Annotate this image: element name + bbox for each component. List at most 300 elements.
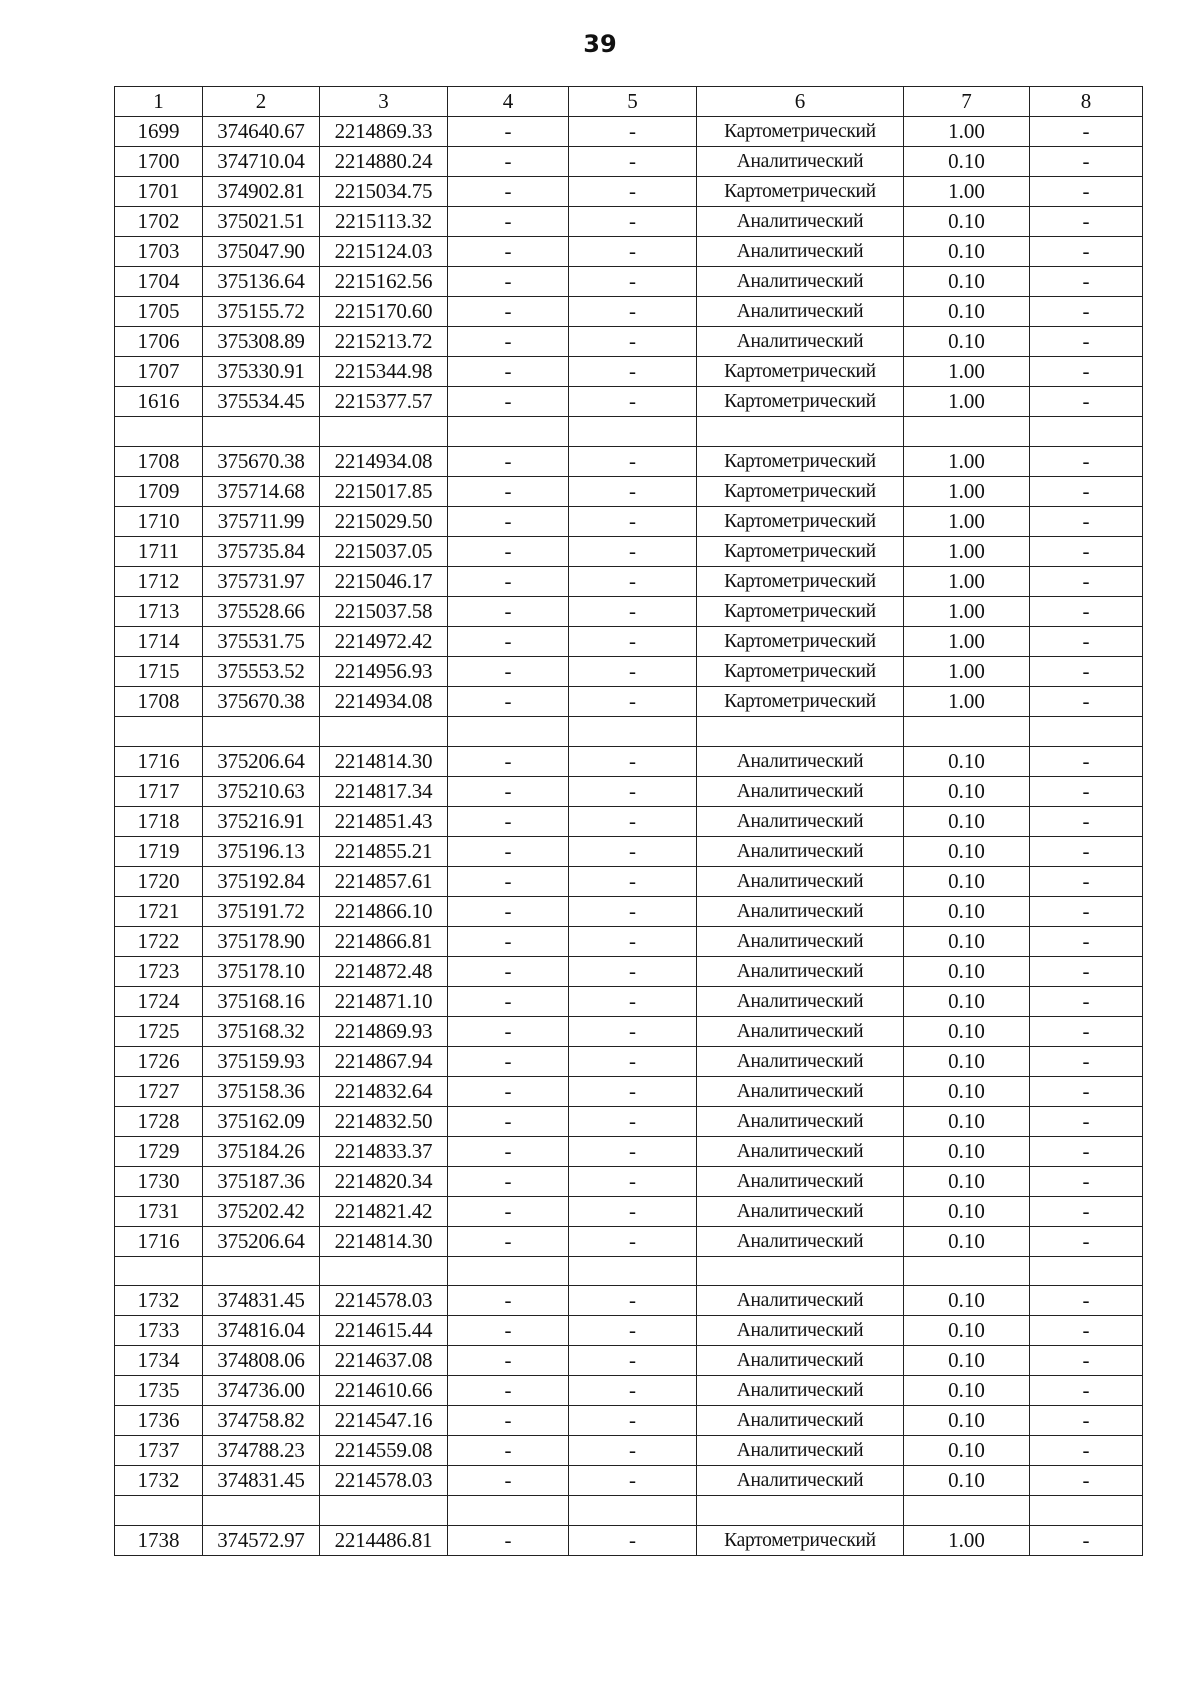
col4-cell: - [448,806,569,836]
col8-cell: - [1030,476,1143,506]
accuracy-cell: 0.10 [904,1376,1030,1406]
column-header: 2 [203,87,320,117]
method-cell: Аналитический [697,1286,904,1316]
x-coordinate-cell: 374808.06 [203,1346,320,1376]
method-cell: Аналитический [697,866,904,896]
x-coordinate-cell: 375192.84 [203,866,320,896]
col4-cell: - [448,1286,569,1316]
accuracy-cell: 1.00 [904,536,1030,566]
y-coordinate-cell: 2215037.05 [320,536,448,566]
col8-cell: - [1030,1226,1143,1256]
col4-cell: - [448,986,569,1016]
col4-cell: - [448,1106,569,1136]
point-number-cell: 1699 [115,117,203,147]
accuracy-cell: 0.10 [904,327,1030,357]
point-number-cell: 1716 [115,1226,203,1256]
accuracy-cell: 1.00 [904,446,1030,476]
y-coordinate-cell: 2214817.34 [320,776,448,806]
col5-cell: - [569,566,697,596]
x-coordinate-cell: 375528.66 [203,596,320,626]
col8-cell: - [1030,1046,1143,1076]
point-number-cell: 1716 [115,746,203,776]
col4-cell: - [448,1016,569,1046]
accuracy-cell: 0.10 [904,836,1030,866]
table-row [115,1376,1143,1406]
x-coordinate-cell: 374831.45 [203,1466,320,1496]
col8-cell: - [1030,1106,1143,1136]
col8-cell: - [1030,357,1143,387]
x-coordinate-cell: 375159.93 [203,1046,320,1076]
col5-cell: - [569,596,697,626]
accuracy-cell: 0.10 [904,147,1030,177]
col8-cell: - [1030,1016,1143,1046]
point-number-cell: 1736 [115,1406,203,1436]
method-cell: Аналитический [697,267,904,297]
col4-cell: - [448,1136,569,1166]
accuracy-cell: 0.10 [904,1466,1030,1496]
method-cell: Аналитический [697,327,904,357]
method-cell [697,1256,904,1286]
col5-cell: - [569,1196,697,1226]
y-coordinate-cell: 2214866.10 [320,896,448,926]
accuracy-cell: 0.10 [904,956,1030,986]
col5-cell: - [569,1406,697,1436]
col8-cell [1030,1496,1143,1526]
col5-cell: - [569,117,697,147]
col5-cell: - [569,986,697,1016]
point-number-cell: 1709 [115,476,203,506]
col8-cell: - [1030,1346,1143,1376]
x-coordinate-cell: 374902.81 [203,177,320,207]
col8-cell: - [1030,1196,1143,1226]
accuracy-cell: 0.10 [904,926,1030,956]
y-coordinate-cell: 2215170.60 [320,297,448,327]
point-number-cell: 1735 [115,1376,203,1406]
table-row [115,746,1143,776]
table-row [115,1226,1143,1256]
point-number-cell: 1723 [115,956,203,986]
accuracy-cell [904,417,1030,447]
table-row [115,836,1143,866]
y-coordinate-cell: 2215113.32 [320,207,448,237]
col8-cell: - [1030,536,1143,566]
y-coordinate-cell: 2215162.56 [320,267,448,297]
point-number-cell: 1715 [115,656,203,686]
col8-cell: - [1030,986,1143,1016]
table-row [115,1466,1143,1496]
column-header: 4 [448,87,569,117]
col4-cell: - [448,1376,569,1406]
col5-cell: - [569,776,697,806]
x-coordinate-cell: 375184.26 [203,1136,320,1166]
column-header: 7 [904,87,1030,117]
table-row [115,1406,1143,1436]
method-cell: Аналитический [697,1346,904,1376]
col8-cell: - [1030,596,1143,626]
point-number-cell [115,716,203,746]
col4-cell: - [448,836,569,866]
point-number-cell: 1704 [115,267,203,297]
accuracy-cell: 0.10 [904,1346,1030,1376]
method-cell: Картометрический [697,117,904,147]
x-coordinate-cell: 375216.91 [203,806,320,836]
method-cell: Картометрический [697,357,904,387]
y-coordinate-cell: 2214578.03 [320,1286,448,1316]
col4-cell: - [448,207,569,237]
point-number-cell: 1733 [115,1316,203,1346]
table-row [115,1346,1143,1376]
point-number-cell: 1712 [115,566,203,596]
col5-cell: - [569,1346,697,1376]
col8-cell: - [1030,446,1143,476]
col4-cell: - [448,1316,569,1346]
col8-cell: - [1030,207,1143,237]
accuracy-cell: 1.00 [904,626,1030,656]
point-number-cell: 1717 [115,776,203,806]
col4-cell: - [448,1346,569,1376]
x-coordinate-cell: 374788.23 [203,1436,320,1466]
method-cell: Аналитический [697,806,904,836]
table-row [115,1316,1143,1346]
y-coordinate-cell [320,1496,448,1526]
x-coordinate-cell: 375158.36 [203,1076,320,1106]
accuracy-cell: 0.10 [904,746,1030,776]
col5-cell: - [569,626,697,656]
col5-cell: - [569,1136,697,1166]
y-coordinate-cell: 2214855.21 [320,836,448,866]
accuracy-cell [904,716,1030,746]
x-coordinate-cell: 375178.10 [203,956,320,986]
x-coordinate-cell: 375021.51 [203,207,320,237]
col4-cell: - [448,776,569,806]
point-number-cell: 1730 [115,1166,203,1196]
col8-cell: - [1030,177,1143,207]
col5-cell: - [569,237,697,267]
col5-cell: - [569,1436,697,1466]
accuracy-cell: 1.00 [904,177,1030,207]
y-coordinate-cell: 2214833.37 [320,1136,448,1166]
col8-cell: - [1030,117,1143,147]
col5-cell: - [569,1046,697,1076]
y-coordinate-cell [320,417,448,447]
y-coordinate-cell: 2214820.34 [320,1166,448,1196]
y-coordinate-cell: 2214869.33 [320,117,448,147]
table-row [115,926,1143,956]
x-coordinate-cell: 375670.38 [203,686,320,716]
method-cell: Аналитический [697,836,904,866]
col4-cell: - [448,596,569,626]
method-cell: Аналитический [697,896,904,926]
accuracy-cell: 1.00 [904,117,1030,147]
method-cell: Картометрический [697,1526,904,1556]
x-coordinate-cell [203,1496,320,1526]
method-cell: Аналитический [697,297,904,327]
table-row [115,1286,1143,1316]
method-cell [697,417,904,447]
table-row [115,1526,1143,1556]
point-number-cell: 1729 [115,1136,203,1166]
point-number-cell: 1713 [115,596,203,626]
col4-cell: - [448,177,569,207]
x-coordinate-cell: 375531.75 [203,626,320,656]
col4-cell: - [448,896,569,926]
x-coordinate-cell: 375731.97 [203,566,320,596]
col8-cell: - [1030,1076,1143,1106]
method-cell: Картометрический [697,656,904,686]
y-coordinate-cell: 2214866.81 [320,926,448,956]
point-number-cell: 1710 [115,506,203,536]
method-cell: Аналитический [697,776,904,806]
y-coordinate-cell: 2215213.72 [320,327,448,357]
col4-cell: - [448,1466,569,1496]
col5-cell: - [569,1226,697,1256]
col5-cell: - [569,806,697,836]
col8-cell: - [1030,656,1143,686]
col5-cell [569,1256,697,1286]
method-cell: Аналитический [697,1436,904,1466]
table-row [115,297,1143,327]
x-coordinate-cell [203,1256,320,1286]
method-cell [697,1496,904,1526]
y-coordinate-cell: 2215017.85 [320,476,448,506]
y-coordinate-cell: 2214880.24 [320,147,448,177]
col5-cell: - [569,866,697,896]
table-row [115,237,1143,267]
table-row [115,177,1143,207]
accuracy-cell: 0.10 [904,267,1030,297]
x-coordinate-cell: 375178.90 [203,926,320,956]
x-coordinate-cell: 374572.97 [203,1526,320,1556]
col8-cell: - [1030,686,1143,716]
table-row [115,357,1143,387]
point-number-cell: 1724 [115,986,203,1016]
accuracy-cell: 1.00 [904,686,1030,716]
accuracy-cell: 0.10 [904,237,1030,267]
x-coordinate-cell: 374758.82 [203,1406,320,1436]
method-cell: Аналитический [697,207,904,237]
x-coordinate-cell: 375206.64 [203,746,320,776]
col5-cell: - [569,956,697,986]
point-number-cell: 1726 [115,1046,203,1076]
col8-cell: - [1030,1526,1143,1556]
col4-cell: - [448,626,569,656]
col4-cell: - [448,387,569,417]
accuracy-cell: 0.10 [904,297,1030,327]
x-coordinate-cell: 375670.38 [203,446,320,476]
method-cell: Аналитический [697,1376,904,1406]
accuracy-cell: 0.10 [904,1286,1030,1316]
y-coordinate-cell: 2214610.66 [320,1376,448,1406]
x-coordinate-cell: 375191.72 [203,896,320,926]
col4-cell [448,1256,569,1286]
col8-cell [1030,417,1143,447]
col8-cell: - [1030,956,1143,986]
col8-cell: - [1030,926,1143,956]
x-coordinate-cell: 375168.16 [203,986,320,1016]
method-cell: Аналитический [697,1076,904,1106]
col5-cell [569,1496,697,1526]
point-number-cell: 1732 [115,1466,203,1496]
col8-cell: - [1030,147,1143,177]
y-coordinate-cell: 2214872.48 [320,956,448,986]
col4-cell: - [448,117,569,147]
y-coordinate-cell: 2214821.42 [320,1196,448,1226]
col4-cell: - [448,866,569,896]
accuracy-cell: 0.10 [904,806,1030,836]
accuracy-cell: 1.00 [904,387,1030,417]
y-coordinate-cell: 2214559.08 [320,1436,448,1466]
point-number-cell: 1701 [115,177,203,207]
x-coordinate-cell: 374816.04 [203,1316,320,1346]
accuracy-cell: 0.10 [904,1016,1030,1046]
accuracy-cell: 0.10 [904,986,1030,1016]
y-coordinate-cell: 2214578.03 [320,1466,448,1496]
method-cell: Аналитический [697,956,904,986]
col4-cell: - [448,1436,569,1466]
table-row [115,387,1143,417]
col5-cell: - [569,656,697,686]
col4-cell: - [448,506,569,536]
x-coordinate-cell: 375735.84 [203,536,320,566]
col4-cell: - [448,536,569,566]
col4-cell: - [448,1046,569,1076]
accuracy-cell: 0.10 [904,1406,1030,1436]
col5-cell: - [569,1316,697,1346]
x-coordinate-cell: 374831.45 [203,1286,320,1316]
col5-cell: - [569,446,697,476]
col4-cell: - [448,1076,569,1106]
point-number-cell: 1728 [115,1106,203,1136]
table-row [115,1496,1143,1526]
table-header [115,87,1143,117]
method-cell: Картометрический [697,596,904,626]
accuracy-cell: 0.10 [904,1196,1030,1226]
x-coordinate-cell: 375136.64 [203,267,320,297]
point-number-cell [115,417,203,447]
y-coordinate-cell: 2214832.64 [320,1076,448,1106]
x-coordinate-cell: 375206.64 [203,1226,320,1256]
column-header: 1 [115,87,203,117]
column-header: 3 [320,87,448,117]
accuracy-cell: 1.00 [904,1526,1030,1556]
col4-cell: - [448,267,569,297]
x-coordinate-cell: 375196.13 [203,836,320,866]
col5-cell: - [569,177,697,207]
table-row [115,806,1143,836]
accuracy-cell: 1.00 [904,656,1030,686]
x-coordinate-cell [203,716,320,746]
method-cell: Картометрический [697,446,904,476]
col4-cell: - [448,746,569,776]
table-row [115,1196,1143,1226]
col4-cell: - [448,656,569,686]
x-coordinate-cell: 375187.36 [203,1166,320,1196]
col5-cell [569,417,697,447]
col5-cell: - [569,536,697,566]
method-cell: Аналитический [697,1226,904,1256]
method-cell: Аналитический [697,986,904,1016]
x-coordinate-cell: 374640.67 [203,117,320,147]
col8-cell: - [1030,297,1143,327]
point-number-cell [115,1496,203,1526]
x-coordinate-cell: 374710.04 [203,147,320,177]
y-coordinate-cell: 2214547.16 [320,1406,448,1436]
col8-cell [1030,716,1143,746]
x-coordinate-cell: 375168.32 [203,1016,320,1046]
col4-cell: - [448,1226,569,1256]
y-coordinate-cell: 2214814.30 [320,746,448,776]
col4-cell [448,417,569,447]
col4-cell: - [448,237,569,267]
col5-cell: - [569,836,697,866]
col5-cell [569,716,697,746]
col8-cell: - [1030,1406,1143,1436]
col8-cell: - [1030,506,1143,536]
x-coordinate-cell [203,417,320,447]
col8-cell: - [1030,1166,1143,1196]
y-coordinate-cell: 2215344.98 [320,357,448,387]
x-coordinate-cell: 375202.42 [203,1196,320,1226]
accuracy-cell [904,1256,1030,1286]
x-coordinate-cell: 375162.09 [203,1106,320,1136]
header-row [115,87,1143,117]
point-number-cell: 1721 [115,896,203,926]
y-coordinate-cell: 2214869.93 [320,1016,448,1046]
col8-cell: - [1030,1466,1143,1496]
x-coordinate-cell: 375714.68 [203,476,320,506]
y-coordinate-cell: 2214615.44 [320,1316,448,1346]
y-coordinate-cell [320,1256,448,1286]
method-cell: Аналитический [697,147,904,177]
table-row [115,1436,1143,1466]
point-number-cell: 1616 [115,387,203,417]
method-cell: Аналитический [697,1016,904,1046]
table-row [115,776,1143,806]
y-coordinate-cell: 2214934.08 [320,686,448,716]
col5-cell: - [569,1016,697,1046]
accuracy-cell: 0.10 [904,1106,1030,1136]
col5-cell: - [569,207,697,237]
y-coordinate-cell: 2214637.08 [320,1346,448,1376]
accuracy-cell: 0.10 [904,1166,1030,1196]
table-row [115,866,1143,896]
point-number-cell: 1706 [115,327,203,357]
method-cell: Аналитический [697,1136,904,1166]
x-coordinate-cell: 375534.45 [203,387,320,417]
table-row [115,1076,1143,1106]
x-coordinate-cell: 375330.91 [203,357,320,387]
y-coordinate-cell: 2215124.03 [320,237,448,267]
col8-cell: - [1030,1376,1143,1406]
table-row [115,1016,1143,1046]
accuracy-cell: 0.10 [904,896,1030,926]
table-row [115,117,1143,147]
table-row [115,417,1143,447]
accuracy-cell [904,1496,1030,1526]
col5-cell: - [569,357,697,387]
accuracy-cell: 0.10 [904,1316,1030,1346]
col5-cell: - [569,1106,697,1136]
table-row [115,207,1143,237]
table-row [115,686,1143,716]
method-cell [697,716,904,746]
col8-cell: - [1030,1436,1143,1466]
accuracy-cell: 1.00 [904,566,1030,596]
point-number-cell: 1708 [115,686,203,716]
col4-cell: - [448,357,569,387]
x-coordinate-cell: 375553.52 [203,656,320,686]
table-row [115,1046,1143,1076]
